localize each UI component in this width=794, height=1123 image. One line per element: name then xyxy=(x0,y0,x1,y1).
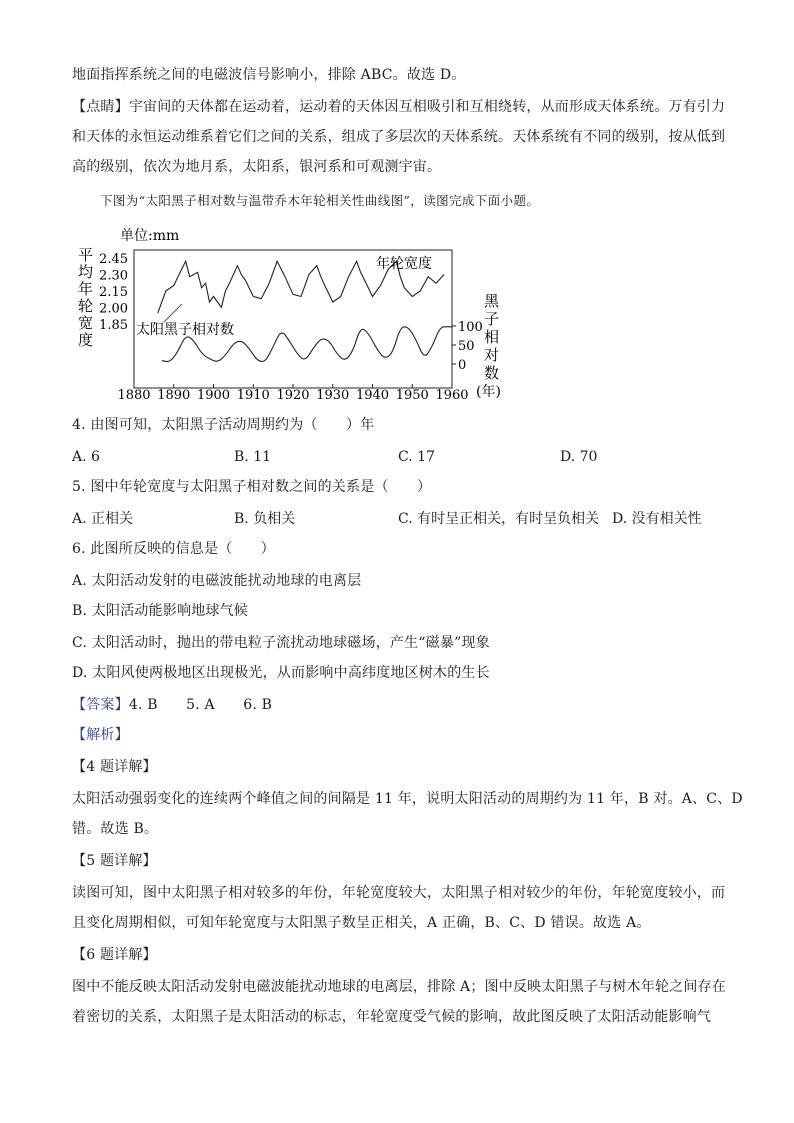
q6-option-d: D. 太阳风使两极地区出现极光，从而影响中高纬度地区树木的生长 xyxy=(72,665,490,681)
q6-option-c: C. 太阳活动时，抛出的带电粒子流扰动地球磁场，产生“磁暴”现象 xyxy=(72,635,490,651)
answer-line xyxy=(72,696,272,714)
chart-intro: 下图为“太阳黑子相对数与温带乔木年轮相关性曲线图”，读图完成下面小题。 xyxy=(100,193,540,208)
x-tick-label: 1950 xyxy=(395,388,429,402)
left-axis-title-char: 平 xyxy=(78,246,94,264)
q4-detail-line-2: 错。故选 B。 xyxy=(72,821,159,837)
left-tick-label: 1.85 xyxy=(99,318,128,333)
right-tick-label: 50 xyxy=(458,339,475,354)
x-tick-label: 1920 xyxy=(276,388,310,402)
left-axis-ticks xyxy=(99,252,128,333)
right-tick-label: 100 xyxy=(458,320,483,335)
x-axis-ticks xyxy=(117,384,468,402)
q6-option-a: A. 太阳活动发射的电磁波能扰动地球的电离层 xyxy=(72,573,362,589)
q5-stem: 5. 图中年轮宽度与太阳黑子相对数之间的关系是（ ） xyxy=(72,479,432,495)
right-axis-title-char: 对 xyxy=(484,346,500,364)
answer-text: 4. B 5. A 6. B xyxy=(128,697,273,713)
right-tick-label: 0 xyxy=(458,358,467,373)
right-axis-title-char: 相 xyxy=(484,328,500,346)
x-tick-label: 1930 xyxy=(316,388,350,402)
left-tick-label: 2.45 xyxy=(99,252,128,267)
q4-option-a: A. 6 xyxy=(72,449,100,465)
series-layer xyxy=(158,261,452,361)
q5-detail-heading: 【5 题详解】 xyxy=(72,853,157,869)
q4-stem: 4. 由图可知，太阳黑子活动周期约为（ ）年 xyxy=(72,417,375,433)
x-tick-label: 1900 xyxy=(196,388,231,402)
left-axis-title-char: 年 xyxy=(78,280,94,298)
q5-option-c: C. 有时呈正相关，有时呈负相关 xyxy=(398,511,600,527)
q6-detail-line-2: 着密切的关系，太阳黑子是太阳活动的标志，年轮宽度受气候的影响，故此图反映了太阳活动能影响气 xyxy=(72,1009,711,1025)
q5-detail-line-1: 读图可知，图中太阳黑子相对较多的年份，年轮宽度较大，太阳黑子相对较少的年份，年轮宽度较小，而 xyxy=(72,885,726,901)
left-axis-title-char: 度 xyxy=(78,331,94,349)
x-tick-label: 1910 xyxy=(236,388,270,402)
analysis-heading: 【解析】 xyxy=(72,727,129,743)
x-tick-label: 1960 xyxy=(435,388,469,402)
chart-svg xyxy=(72,222,512,402)
dianjing-line-1 xyxy=(72,98,725,116)
q5-option-d: D. 没有相关性 xyxy=(612,511,702,527)
q6-option-b: B. 太阳活动能影响地球气候 xyxy=(72,603,248,619)
q4-detail-line-1: 太阳活动强弱变化的连续两个峰值之间的间隔是 11 年，说明太阳活动的周期约为 11 年，B 对。A、C、D xyxy=(72,791,743,807)
left-tick-label: 2.30 xyxy=(99,268,128,284)
sunspot-label-leader xyxy=(164,304,182,322)
x-tick-label: 1880 xyxy=(117,388,151,402)
dianjing-line-3: 高的级别，依次为地月系，太阳系，银河系和可观测宇宙。 xyxy=(72,159,442,175)
left-axis-title xyxy=(78,246,93,349)
x-unit-label: (年) xyxy=(476,384,501,400)
right-axis-title xyxy=(484,292,500,382)
q5-detail-line-2: 且变化周期相似，可知年轮宽度与太阳黑子数呈正相关，A 正确，B、C、D 错误。故选 A。 xyxy=(72,915,651,931)
left-axis-title-char: 均 xyxy=(78,263,94,281)
q6-detail-heading: 【6 题详解】 xyxy=(72,947,157,963)
text-line: 地面指挥系统之间的电磁波信号影响小，排除 ABC。故选 D。 xyxy=(72,67,466,83)
q4-option-b: B. 11 xyxy=(234,449,272,465)
q5-option-b: B. 负相关 xyxy=(234,511,296,527)
q6-stem: 6. 此图所反映的信息是（ ） xyxy=(72,541,276,557)
left-tick-label: 2.15 xyxy=(99,285,128,300)
q4-option-c: C. 17 xyxy=(398,449,435,465)
q4-detail-heading: 【4 题详解】 xyxy=(72,759,157,775)
series-label-tree-ring: 年轮宽度 xyxy=(376,256,432,272)
dianjing-text: 宇宙间的天体都在运动着，运动着的天体因互相吸引和互相绕转，从而形成天体系统。万有引力 xyxy=(128,99,726,115)
series-label-sunspot: 太阳黑子相对数 xyxy=(136,322,234,338)
left-axis-title-char: 轮 xyxy=(78,297,94,315)
sunspot-tree-ring-chart xyxy=(72,222,512,402)
x-tick-label: 1890 xyxy=(157,388,191,402)
answer-heading: 【答案】 xyxy=(72,697,129,713)
dianjing-heading: 【点睛】 xyxy=(72,99,129,115)
q4-option-d: D. 70 xyxy=(560,449,598,465)
unit-label: 单位:mm xyxy=(120,228,180,244)
right-axis-title-char: 数 xyxy=(484,364,500,382)
dianjing-line-2: 和天体的永恒运动维系着它们之间的关系，组成了多层次的天体系统。天体系统有不同的级别，按从低到 xyxy=(72,129,726,145)
q6-detail-line-1: 图中不能反映太阳活动发射电磁波能扰动地球的电离层，排除 A；图中反映太阳黑子与树木年轮之间存在 xyxy=(72,979,726,995)
x-tick-label: 1940 xyxy=(355,388,390,402)
right-axis-title-char: 黑 xyxy=(484,292,500,310)
right-axis-ticks xyxy=(452,320,483,373)
left-tick-label: 2.00 xyxy=(99,301,128,317)
right-axis-title-char: 子 xyxy=(484,310,500,328)
left-axis-title-char: 宽 xyxy=(78,314,94,332)
q5-option-a: A. 正相关 xyxy=(72,511,134,527)
